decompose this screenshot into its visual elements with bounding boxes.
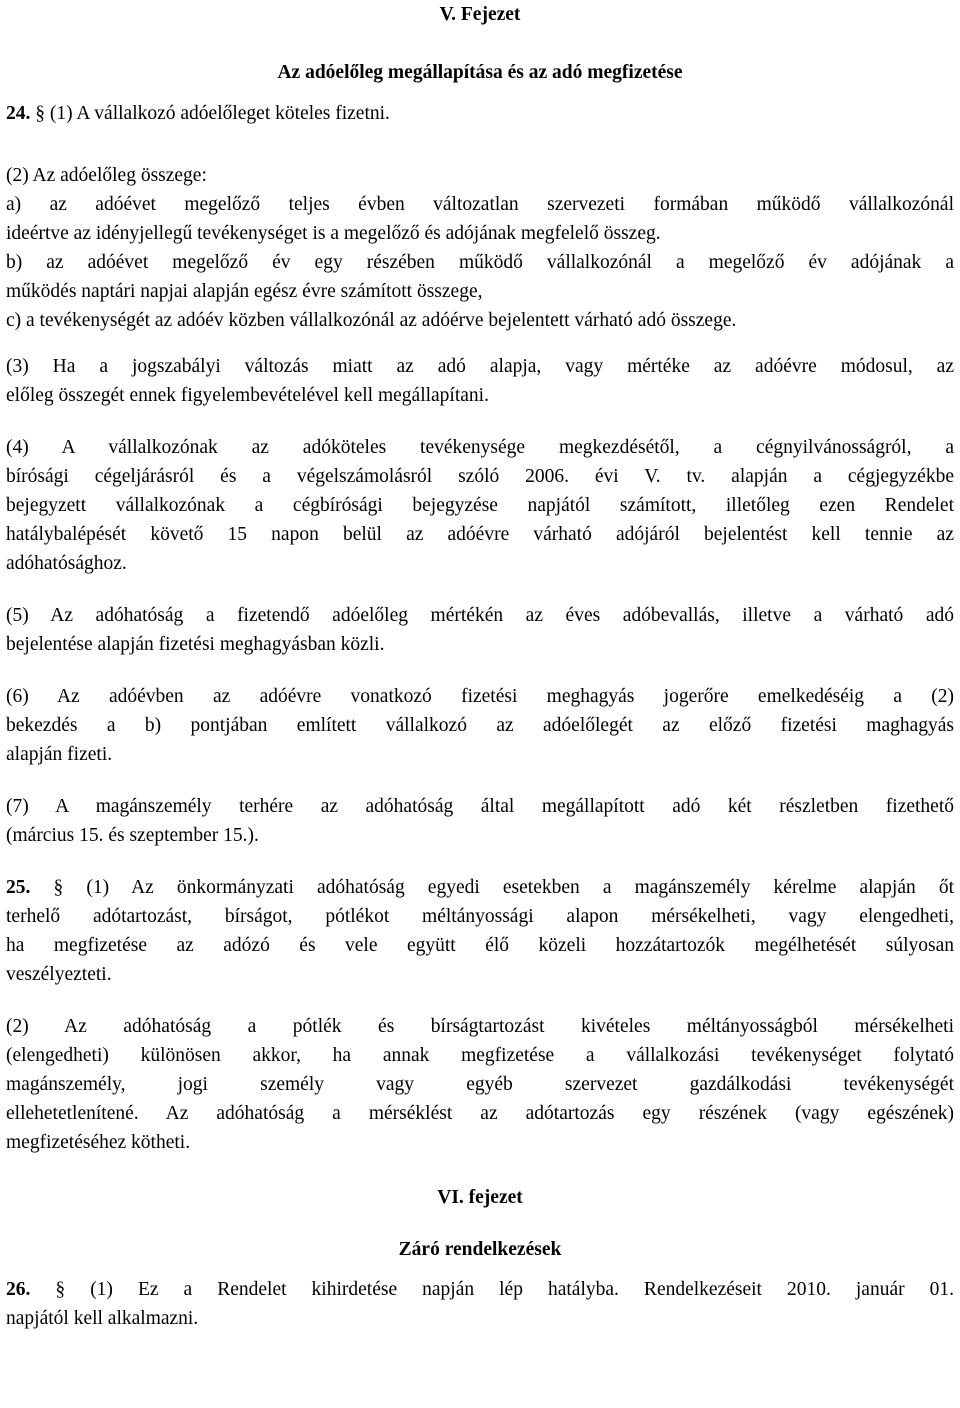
paragraph-line: hatálybalépését követő 15 napon belül az adóévre várható adójáról bejelentést kell tennie az	[6, 524, 954, 545]
paragraph-line: a) az adóévet megelőző teljes évben változatlan szervezeti formában működő vállalkozónál	[6, 194, 954, 215]
paragraph-line: (3) Ha a jogszabályi változás miatt az adó alapja, vagy mértéke az adóévre módosul, az	[6, 356, 954, 377]
paragraph-line: előleg összegét ennek figyelembevételével kell megállapítani.	[6, 385, 489, 406]
paragraph-line: magánszemély, jogi személy vagy egyéb szervezet gazdálkodási tevékenységét	[6, 1074, 954, 1095]
section-24-para-4	[6, 433, 954, 578]
paragraph-line: bekezdés a b) pontjában említett vállalkozó az adóelőlegét az előző fizetési maghagyás	[6, 715, 954, 736]
section-number: 24.	[6, 103, 31, 124]
paragraph-line: alapján fizeti.	[6, 744, 113, 765]
section-24-para-5	[6, 601, 954, 659]
paragraph-line: bírósági cégeljárásról és a végelszámolásról szóló 2006. évi V. tv. alapján a cégjegyzékbe	[6, 466, 954, 487]
section-number: 25.	[6, 877, 31, 898]
section-24-para-2	[6, 161, 954, 335]
chapter-title: Az adóelőleg megállapítása és az adó megfizetése	[277, 62, 683, 83]
section-25-para-1	[6, 873, 954, 989]
section-sign: §	[55, 1279, 66, 1300]
paragraph-line: megfizetéséhez kötheti.	[6, 1132, 191, 1153]
paragraph-line: c) a tevékenységét az adóév közben vállalkozónál az adóérve bejelentett várható adó összege.	[6, 310, 737, 331]
paragraph-line: bejelentése alapján fizetési meghagyásban közli.	[6, 634, 385, 655]
paragraph-line: működés naptári napjai alapján egész évre számított összege,	[6, 281, 483, 302]
chapter-heading: V. Fejezet	[439, 4, 521, 25]
section-25	[6, 873, 954, 1157]
paragraph-text: (1) Ez a Rendelet kihirdetése napján lép hatályba. Rendelkezéseit 2010. január 01.	[90, 1279, 955, 1300]
paragraph-line: (5) Az adóhatóság a fizetendő adóelőleg mértékén az éves adóbevallás, illetve a várható adó	[6, 605, 954, 626]
section-24-para-6	[6, 682, 954, 769]
section-24-para-7	[6, 792, 954, 850]
paragraph-line: (4) A vállalkozónak az adóköteles tevékenysége megkezdésétől, a cégnyilvánosságról, a	[6, 437, 954, 458]
paragraph-line	[6, 1275, 954, 1304]
section-number: 26.	[6, 1279, 31, 1300]
section-24	[6, 99, 954, 850]
chapter-title: Záró rendelkezések	[398, 1239, 562, 1260]
paragraph-text: (1) A vállalkozó adóelőleget köteles fizetni.	[49, 103, 390, 124]
paragraph-line	[6, 873, 954, 902]
paragraph-line: napjától kell alkalmazni.	[6, 1308, 199, 1329]
paragraph-line: adóhatósághoz.	[6, 553, 127, 574]
paragraph-line: (elengedheti) különösen akkor, ha annak megfizetése a vállalkozási tevékenységet folytató	[6, 1045, 954, 1066]
paragraph-line: (2) Az adóhatóság a pótlék és bírságtartozást kivételes méltányosságból mérsékelheti	[6, 1016, 954, 1037]
section-sign: §	[35, 103, 45, 124]
paragraph-line: ideértve az idényjellegű tevékenységet is a megelőző és adójának megfelelő összeg.	[6, 223, 661, 244]
section-26	[6, 1275, 954, 1333]
paragraph-text: (1) Az önkormányzati adóhatóság egyedi esetekben a magánszemély kérelme alapján őt	[86, 877, 955, 898]
section-sign: §	[53, 877, 64, 898]
section-25-para-2	[6, 1012, 954, 1157]
paragraph-line: ha megfizetése az adózó és vele együtt élő közeli hozzátartozók megélhetését súlyosan	[6, 935, 954, 956]
paragraph-line: terhelő adótartozást, bírságot, pótlékot méltányossági alapon mérsékelheti, vagy elengedheti,	[6, 906, 954, 927]
paragraph-line: (6) Az adóévben az adóévre vonatkozó fizetési meghagyás jogerőre emelkedéséig a (2)	[6, 686, 954, 707]
document-page	[6, 0, 954, 1333]
paragraph-line: b) az adóévet megelőző év egy részében működő vállalkozónál a megelőző év adójának a	[6, 252, 954, 273]
chapter-heading: VI. fejezet	[437, 1187, 523, 1208]
paragraph-line: (7) A magánszemély terhére az adóhatóság által megállapított adó két részletben fizethető	[6, 796, 954, 817]
section-24-para-1	[6, 99, 954, 128]
paragraph-line: (március 15. és szeptember 15.).	[6, 825, 259, 846]
paragraph-line: veszélyezteti.	[6, 964, 112, 985]
section-24-para-3	[6, 352, 954, 410]
paragraph-line: ellehetetlenítené. Az adóhatóság a mérséklést az adótartozás egy részének (vagy egészének)	[6, 1103, 954, 1124]
paragraph-line: bejegyzett vállalkozónak a cégbírósági bejegyzése napjától számított, illetőleg ezen Rendelet	[6, 495, 954, 516]
paragraph-line: (2) Az adóelőleg összege:	[6, 165, 207, 186]
